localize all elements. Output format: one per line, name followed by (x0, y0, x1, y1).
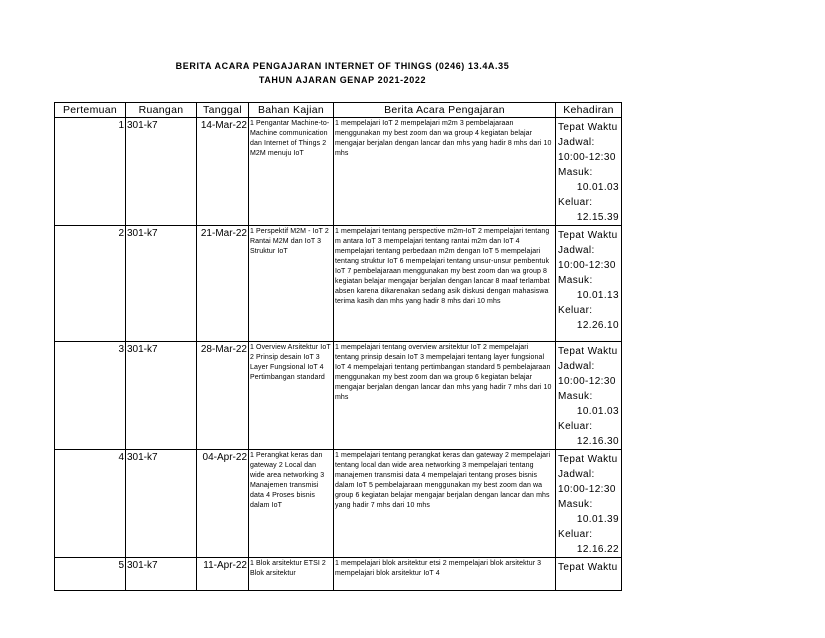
attendance-status: Tepat Waktu (558, 562, 618, 573)
meeting-number: 2 (55, 226, 126, 342)
schedule-time: 10:00-12:30 (558, 376, 616, 387)
check-in-label: Masuk: (558, 275, 593, 286)
date-cell: 04-Apr-22 (197, 450, 249, 558)
attendance-status: Tepat Waktu (558, 454, 618, 465)
check-in-time: 10.01.03 (576, 406, 619, 417)
schedule-label: Jadwal: (558, 469, 595, 480)
attendance-cell (556, 342, 622, 450)
attendance-status: Tepat Waktu (558, 346, 618, 357)
check-in-time: 10.01.13 (576, 290, 619, 301)
date-cell: 21-Mar-22 (197, 226, 249, 342)
header-attendance: Kehadiran (556, 103, 622, 118)
attendance-status: Tepat Waktu (558, 122, 618, 133)
topic-cell: 1 Overview Arsitektur IoT 2 Prinsip desain IoT 3 Layer Fungsional IoT 4 Pertimbangan standard (249, 342, 334, 450)
document-subtitle: TAHUN AJARAN GENAP 2021-2022 (258, 75, 427, 85)
meeting-number: 5 (55, 558, 126, 591)
room-cell: 301-k7 (126, 558, 197, 591)
document-title: BERITA ACARA PENGAJARAN INTERNET OF THINGS (0246) 13.4A.35 (175, 61, 510, 71)
header-date: Tanggal (197, 103, 249, 118)
check-out-time: 12.16.30 (576, 436, 619, 447)
header-topic: Bahan Kajian (249, 103, 334, 118)
attendance-cell (556, 226, 622, 342)
room-cell: 301-k7 (126, 118, 197, 226)
table-row (55, 558, 622, 591)
schedule-time: 10:00-12:30 (558, 152, 616, 163)
check-out-time: 12.16.22 (576, 544, 619, 555)
schedule-label: Jadwal: (558, 137, 595, 148)
header-meeting: Pertemuan (55, 103, 126, 118)
table-header-row (55, 103, 622, 118)
room-cell: 301-k7 (126, 342, 197, 450)
table-row (55, 342, 622, 450)
meeting-number: 1 (55, 118, 126, 226)
schedule-label: Jadwal: (558, 245, 595, 256)
check-out-time: 12.26.10 (576, 320, 619, 331)
report-cell: 1 mempelajari tentang perangkat keras dan gateway 2 mempelajari tentang local dan wide area networking 3 mempelajari tentang manajemen transmisi data 4 mempelajari tentang proses bisnis dalam IoT 5 pembelajaraan menggunakan my best zoom dan wa group 6 kegiatan belajar mengajar berjalan dengan lancar dan mhs yang hadir 7 mhs dari 10 mhs (334, 450, 556, 558)
schedule-time: 10:00-12:30 (558, 260, 616, 271)
attendance-cell (556, 558, 622, 591)
meeting-number: 3 (55, 342, 126, 450)
topic-cell: 1 Pengantar Machine-to-Machine communication dan Internet of Things 2 M2M menuju IoT (249, 118, 334, 226)
check-out-label: Keluar: (558, 421, 593, 432)
report-cell: 1 mempelajari tentang overview arsitektur IoT 2 mempelajari tentang prinsip desain IoT 3 mempelajari tentang layer fungsional IoT 4 mempelajari tentang pertimbangan standard 5 pembelajaraan menggunakan my best zoom dan wa group 6 kegiatan belajar mengajar berjalan dengan lancar dan mhs yang hadir 7 mhs dari 10 mhs (334, 342, 556, 450)
schedule-label: Jadwal: (558, 361, 595, 372)
date-cell: 14-Mar-22 (197, 118, 249, 226)
date-cell: 28-Mar-22 (197, 342, 249, 450)
table-row (55, 118, 622, 226)
room-cell: 301-k7 (126, 226, 197, 342)
report-cell: 1 mempelajari blok arsitektur etsi 2 mempelajari blok arsitektur 3 mempelajari blok arsitektur IoT 4 (334, 558, 556, 591)
table-row (55, 450, 622, 558)
header-report: Berita Acara Pengajaran (334, 103, 556, 118)
attendance-cell (556, 118, 622, 226)
table-row (55, 226, 622, 342)
topic-cell: 1 Perangkat keras dan gateway 2 Local dan wide area networking 3 Manajemen transmisi data 4 Proses bisnis dalam IoT (249, 450, 334, 558)
attendance-status: Tepat Waktu (558, 230, 618, 241)
check-in-label: Masuk: (558, 499, 593, 510)
meeting-number: 4 (55, 450, 126, 558)
check-in-label: Masuk: (558, 167, 593, 178)
check-out-label: Keluar: (558, 305, 593, 316)
room-cell: 301-k7 (126, 450, 197, 558)
topic-cell: 1 Blok arsitektur ETSI 2 Blok arsitektur (249, 558, 334, 591)
date-cell: 11-Apr-22 (197, 558, 249, 591)
attendance-cell (556, 450, 622, 558)
check-out-label: Keluar: (558, 197, 593, 208)
check-out-time: 12.15.39 (576, 212, 619, 223)
header-room: Ruangan (126, 103, 197, 118)
attendance-table-container (54, 102, 622, 577)
schedule-time: 10:00-12:30 (558, 484, 616, 495)
topic-cell: 1 Perspektif M2M - IoT 2 Rantai M2M dan IoT 3 Struktur IoT (249, 226, 334, 342)
report-cell: 1 mempelajari tentang perspective m2m-IoT 2 mempelajari tentang m antara IoT 3 mempelajari tentang rantai m2m dan IoT 4 mempelajari tentang perbedaan m2m dengan IoT 5 mempelajari tentang struktur IoT 6 mempelajari tentang unsur-unsur pembentuk IoT 7 pembelajaraan menggunakan my best zoom dan wa group 8 kegiatan belajar mengajar berjalan dengan lancar 8 maaf terlambat absen karena dikarenakan sedang asik diskusi dengan mahasiswa terima kasih dan mhs yang hadir 8 mhs dari 10 mhs (334, 226, 556, 342)
check-in-time: 10.01.39 (576, 514, 619, 525)
check-out-label: Keluar: (558, 529, 593, 540)
check-in-label: Masuk: (558, 391, 593, 402)
check-in-time: 10.01.03 (576, 182, 619, 193)
report-cell: 1 mempelajari IoT 2 mempelajari m2m 3 pembelajaraan menggunakan my best zoom dan wa group 4 kegiatan belajar mengajar berjalan dengan lancar dan mhs yang hadir 8 mhs dari 10 mhs (334, 118, 556, 226)
attendance-table (54, 102, 622, 591)
